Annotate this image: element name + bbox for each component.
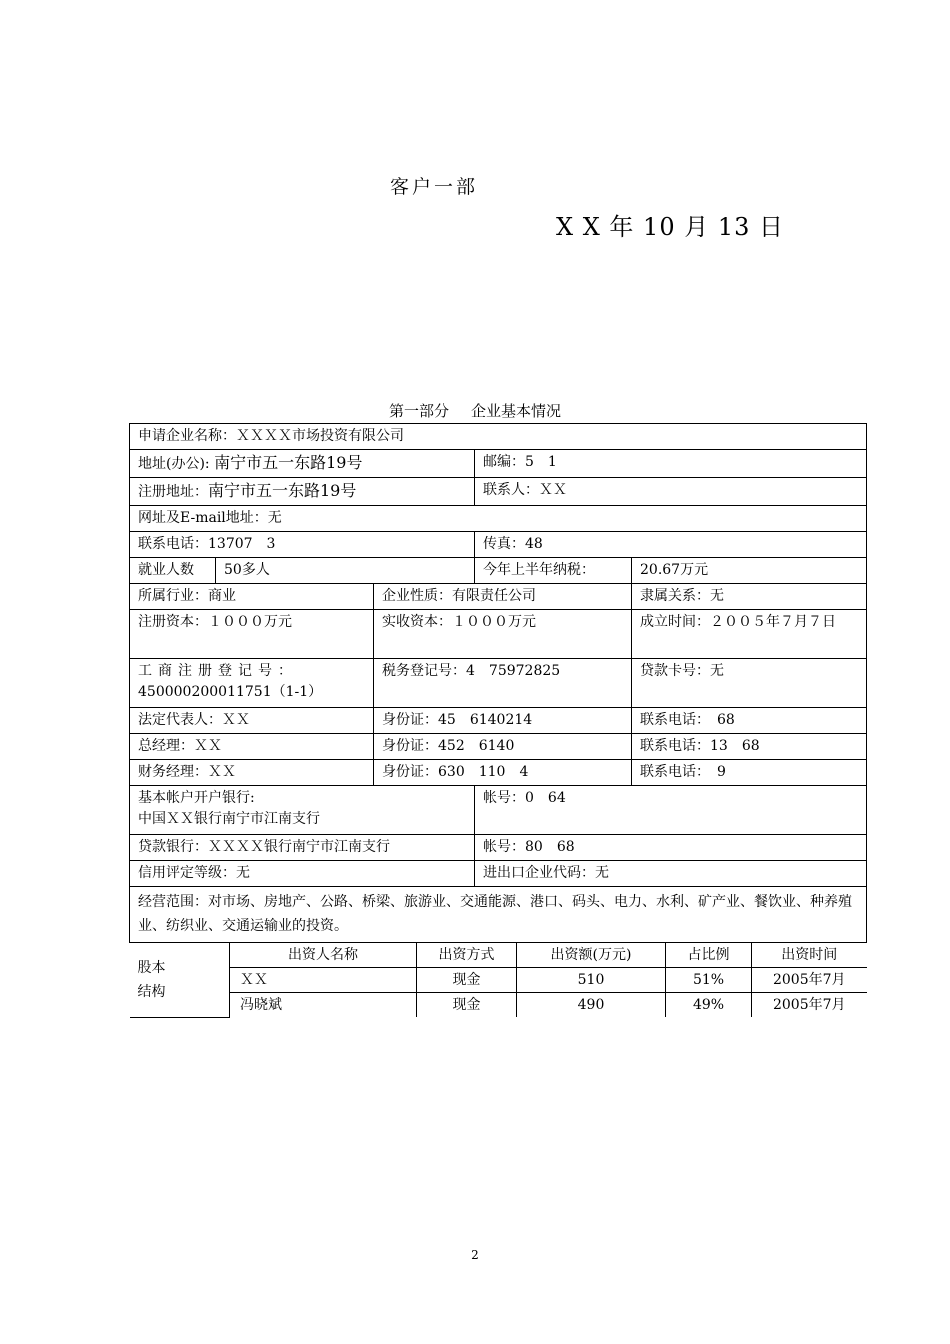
basic-bank [130,786,475,835]
table-row [130,610,867,659]
credit-rating: 信用评定等级：无 [130,861,475,887]
investor-name: 冯晓斌 [230,993,417,1018]
paid-capital: 实收资本：１０００万元 [374,610,632,659]
table-row [130,734,867,760]
shareholding-header: 出资额(万元) [517,943,666,968]
legal-representative: 法定代表人：ＸＸ [130,708,374,734]
fax: 传真：48 [475,532,867,558]
table-row [130,424,867,450]
employees-label: 就业人数 [130,558,216,584]
table-row [130,968,867,993]
table-row [130,786,867,835]
loan-bank: 贷款银行：ＸＸＸＸ银行南宁市江南支行 [130,835,475,861]
shareholding-header: 占比例 [666,943,752,968]
legal-representative-id: 身份证：45 6140214 [374,708,632,734]
employees-value: 50多人 [216,558,475,584]
table-row [130,835,867,861]
loan-card: 贷款卡号：无 [632,659,867,708]
basic-account: 帐号：0 64 [475,786,867,835]
table-row [130,943,867,968]
investment-ratio: 49% [666,993,752,1018]
basic-bank-value: 中国ＸＸ银行南宁市江南支行 [138,811,320,827]
registered-address [130,478,475,506]
general-manager-id: 身份证：452 6140 [374,734,632,760]
table-row [130,708,867,734]
basic-bank-label: 基本帐户开户银行: [138,790,255,806]
established-date: 成立时间：２００５年７月７日 [632,610,867,659]
business-registration-value: 450000200011751（1-1） [138,684,323,700]
company-info-table [129,423,867,1018]
investment-time: 2005年7月 [752,968,867,993]
finance-manager-id: 身份证：630 110 4 [374,760,632,786]
investment-ratio: 51% [666,968,752,993]
registered-address-label: 注册地址： [138,484,208,500]
investment-amount: 510 [517,968,666,993]
general-manager-phone: 联系电话：13 68 [632,734,867,760]
table-row [130,861,867,887]
section-title [0,400,950,421]
table-row [130,943,867,1018]
section-part: 第一部分 [388,402,449,420]
phone: 联系电话：13707 3 [130,532,475,558]
shareholding-label: 股本 结构 [130,943,230,1017]
finance-manager: 财务经理：ＸＸ [130,760,374,786]
investor-name: ＸＸ [230,968,417,993]
investment-method: 现金 [417,968,517,993]
shareholding-header: 出资方式 [417,943,517,968]
investment-time: 2005年7月 [752,993,867,1018]
table-row [130,478,867,506]
investment-method: 现金 [417,993,517,1018]
investment-amount: 490 [517,993,666,1018]
department-name: 客户一部 [390,176,479,198]
address-office-value: 南宁市五一东路19号 [214,453,363,472]
import-export-code: 进出口企业代码：无 [475,861,867,887]
enterprise-nature: 企业性质：有限责任公司 [374,584,632,610]
loan-account: 帐号：80 68 [475,835,867,861]
general-manager: 总经理：ＸＸ [130,734,374,760]
tax-registration: 税务登记号：4 75972825 [374,659,632,708]
table-row [130,659,867,708]
tax-value: 20.67万元 [632,558,867,584]
affiliation: 隶属关系：无 [632,584,867,610]
table-row [130,760,867,786]
page-number: 2 [471,1248,479,1262]
document-date: X X 年 10 月 13 日 [556,213,785,241]
business-scope: 经营范围：对市场、房地产、公路、桥梁、旅游业、交通能源、港口、码头、电力、水利、矿产业、餐饮业、种养殖业、纺织业、交通运输业的投资。 [130,887,867,943]
postcode: 邮编：5 1 [475,450,867,478]
shareholding-header: 出资时间 [752,943,867,968]
table-row [130,506,867,532]
website-email: 网址及E-mail地址：无 [130,506,867,532]
finance-manager-phone: 联系电话： 9 [632,760,867,786]
address-office-label: 地址(办公): [138,456,215,472]
section-name: 企业基本情况 [471,402,562,420]
address-office [130,450,475,478]
industry: 所属行业：商业 [130,584,374,610]
tax-label: 今年上半年纳税： [475,558,632,584]
shareholding-header: 出资人名称 [230,943,417,968]
registered-capital: 注册资本：１０００万元 [130,610,374,659]
table-row [130,993,867,1018]
business-registration [130,659,374,708]
table-row [130,558,867,584]
contact-person: 联系人：ＸＸ [475,478,867,506]
legal-representative-phone: 联系电话： 68 [632,708,867,734]
shareholding-cell [130,943,867,1018]
registered-address-value: 南宁市五一东路19号 [208,481,357,500]
table-row [130,584,867,610]
table-row [130,450,867,478]
shareholding-table [130,943,867,1018]
company-name: 申请企业名称：ＸＸＸＸ市场投资有限公司 [130,424,867,450]
table-row [130,887,867,943]
table-row [130,532,867,558]
business-registration-label: 工商注册登记号： [138,663,298,679]
